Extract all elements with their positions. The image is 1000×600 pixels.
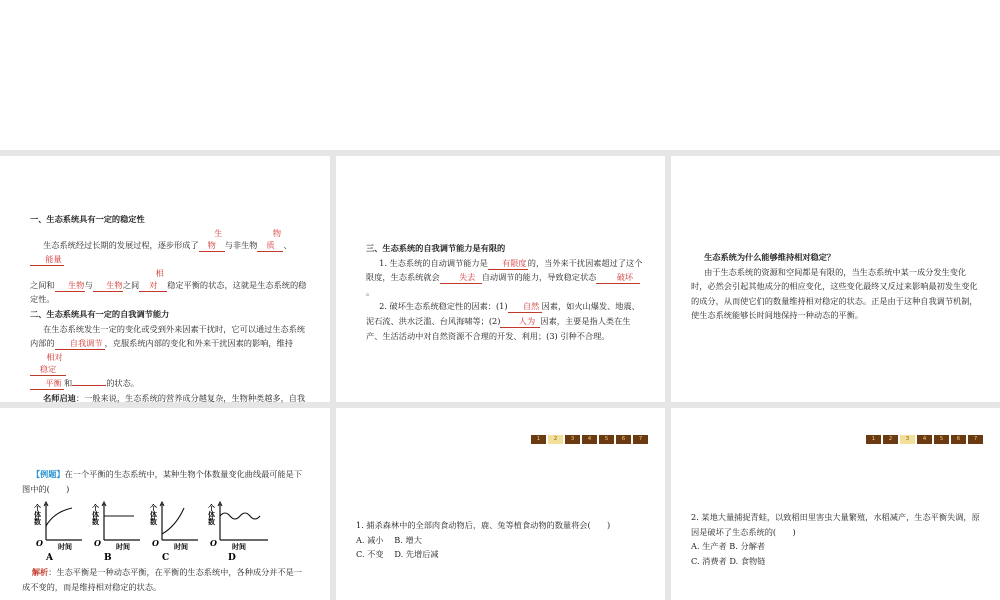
- example-question: [22, 467, 308, 496]
- fill-blank: 生物: [93, 279, 123, 292]
- nav-button-6[interactable]: 6: [616, 435, 631, 444]
- chart-label-A: A: [46, 553, 53, 563]
- origin-label: O: [94, 538, 101, 548]
- curve-D: [220, 513, 260, 519]
- curve-A: [46, 508, 72, 526]
- origin-label: O: [36, 538, 43, 548]
- x-axis-label: 时间: [58, 542, 72, 551]
- analysis: [22, 565, 308, 594]
- question-1: [356, 518, 646, 562]
- slide-2-content: [366, 241, 644, 343]
- nav-button-3[interactable]: 3: [565, 435, 580, 444]
- nav-button-3[interactable]: 3: [900, 435, 915, 444]
- slide-4: [0, 408, 330, 600]
- text: 与: [84, 279, 93, 290]
- question-nav: [531, 435, 648, 444]
- fill-blank: 自然: [508, 300, 542, 313]
- chart-label-C: C: [162, 553, 170, 563]
- x-axis-label: 时间: [232, 542, 246, 551]
- fill-blank: 破坏: [596, 271, 640, 284]
- curve-C: [162, 508, 184, 534]
- nav-button-5[interactable]: 5: [599, 435, 614, 444]
- text: 稳定平衡的状态，这就是生态系统的稳定性。: [30, 279, 307, 305]
- x-axis-label: 时间: [116, 542, 130, 551]
- fill-blank: [72, 385, 106, 386]
- question-nav: [866, 435, 983, 444]
- nav-button-7[interactable]: 7: [633, 435, 648, 444]
- paragraph-limited: [366, 256, 644, 300]
- fill-blank: 相对: [139, 267, 167, 292]
- blank-top-area: [0, 0, 1000, 150]
- fill-blank: 生物: [55, 279, 85, 292]
- fill-blank: 有限度: [488, 257, 528, 270]
- answer-paragraph: 由于生态系统的资源和空间都是有限的，当生态系统中某一成分发生变化时，必然会引起其他成分的相应变化，这些变化最终又反过来影响最初发生变化的成分，从而使它们的数量维持相对稳定的状态。正是由于这种自我调节机制，使生态系统能够长时间地保持一种动态的平衡。: [691, 266, 978, 321]
- tip-label: 名师启迪: [43, 392, 76, 403]
- text: 因素，主要是指人类在生产、生活活动中对自然资源不合理的开发、利用；(3) 引种不合理。: [366, 315, 631, 341]
- tip-text: ：一般来说，生态系统的营养成分越复杂，生物种类越多，自我: [75, 392, 306, 403]
- x-axis-label: 时间: [174, 542, 188, 551]
- origin-label: O: [152, 538, 159, 548]
- text: 之间和: [30, 279, 55, 290]
- text: 。: [366, 286, 375, 297]
- question-text: 2. 某地大量捕捉青蛙，以致稻田里害虫大量繁殖，水稻减产，生态平衡失调，原因是破坏了生态系统的( ): [691, 512, 980, 537]
- fill-blank: 失去: [440, 271, 482, 284]
- fill-blank: 相对稳定: [30, 351, 66, 376]
- fill-blank: 生物: [199, 227, 225, 252]
- slide-3-content: [691, 250, 981, 323]
- slide-2: [336, 156, 665, 402]
- chart-label-B: B: [104, 553, 112, 563]
- fill-blank: 能量: [30, 253, 64, 266]
- question-heading: 生态系统为什么能够维持相对稳定？: [704, 252, 836, 262]
- example-label: 【例题】: [31, 469, 65, 479]
- text: 和: [64, 378, 73, 389]
- options-row-1: A. 生产者 B. 分解者: [691, 541, 766, 552]
- fill-blank: 平衡: [30, 377, 64, 390]
- nav-button-4[interactable]: 4: [582, 435, 597, 444]
- y-axis-label: 个体数: [91, 504, 101, 525]
- text: ，克服系统内部的变化和外来干扰因素的影响，维持: [104, 338, 293, 349]
- text: 自动调节的能力，导致稳定状态: [481, 272, 597, 283]
- question-text: 1. 捕杀森林中的全部肉食动物后，鹿、兔等植食动物的数量将会( ): [356, 520, 611, 530]
- text: 因素，如火山爆发、地震、泥石流、洪水泛滥、台风海啸等；(2): [366, 301, 640, 326]
- fill-blank: 人为: [500, 315, 540, 328]
- slide-1: [0, 156, 330, 402]
- options-row-2: C. 消费者 D. 食物链: [691, 555, 766, 566]
- text: 的状态。: [106, 378, 139, 389]
- text: 2. 破坏生态系统稳定性的因素：(1): [379, 301, 508, 312]
- nav-button-5[interactable]: 5: [934, 435, 949, 444]
- y-axis-label: 个体数: [33, 504, 43, 525]
- nav-button-2[interactable]: 2: [548, 435, 563, 444]
- options-row-1: A. 减小 B. 增大: [356, 534, 422, 545]
- text: 的，当外来干扰因素超过了这个限度，生态系统就会: [366, 257, 643, 283]
- y-axis-label: 个体数: [207, 504, 217, 525]
- text: 与非生物: [224, 239, 258, 250]
- fill-blank: 自我调节: [55, 337, 105, 350]
- nav-button-4[interactable]: 4: [917, 435, 932, 444]
- paragraph-factors: [366, 299, 644, 343]
- origin-label: O: [210, 538, 217, 548]
- population-curves: [28, 500, 288, 563]
- example-text: 在一个平衡的生态系统中，某种生物个体数量变化曲线最可能是下图中的( ): [22, 469, 303, 494]
- nav-button-1[interactable]: 1: [531, 435, 546, 444]
- question-2: [691, 510, 981, 568]
- nav-button-7[interactable]: 7: [968, 435, 983, 444]
- slide-1-content: [30, 212, 310, 420]
- analysis-label: 解析: [31, 567, 49, 577]
- paragraph-self-regulation: [30, 322, 310, 391]
- chart-label-D: D: [228, 553, 236, 563]
- text: 生态系统经过长期的发展过程，逐步形成了: [43, 239, 199, 250]
- heading-self-regulation: 二、生态系统具有一定的自我调节能力: [30, 308, 170, 319]
- heading-limited: 三、生态系统的自我调节能力是有限的: [366, 243, 506, 253]
- slide-3: [671, 156, 1000, 402]
- text: 在生态系统发生一定的变化或受到外来因素干扰时，它可以通过生态系统内部的: [30, 323, 306, 349]
- fill-blank: 物质: [257, 227, 283, 252]
- text: 之间: [122, 279, 140, 290]
- slide-6: [671, 408, 1000, 600]
- heading-stability: 一、生态系统具有一定的稳定性: [30, 214, 145, 224]
- nav-button-6[interactable]: 6: [951, 435, 966, 444]
- options-row-2: C. 不变 D. 先增后减: [356, 549, 439, 560]
- analysis-text: ：生态平衡是一种动态平衡，在平衡的生态系统中，各种成分并不是一成不变的，而是维持相对稳定的状态。: [22, 567, 303, 592]
- nav-button-1[interactable]: 1: [866, 435, 881, 444]
- y-axis-label: 个体数: [149, 504, 159, 525]
- text: 、: [283, 239, 292, 250]
- nav-button-2[interactable]: 2: [883, 435, 898, 444]
- paragraph-stability: [30, 227, 310, 307]
- text: 1. 生态系统的自动调节能力是: [379, 257, 488, 268]
- slide-5: [336, 408, 665, 600]
